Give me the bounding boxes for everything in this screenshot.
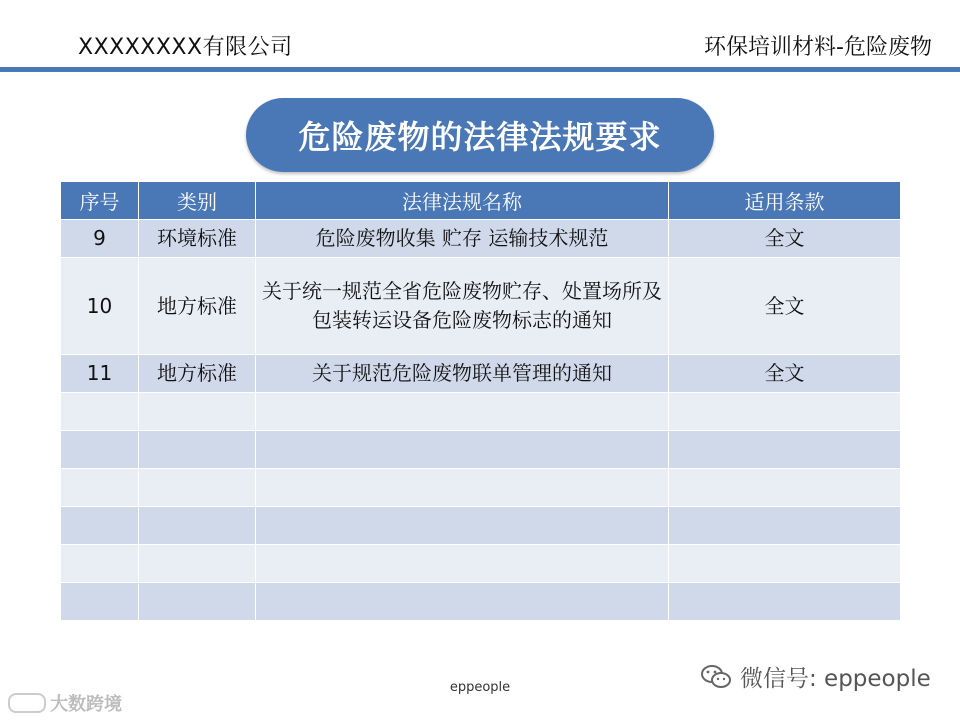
company-name: XXXXXXXX有限公司 <box>78 35 293 60</box>
table-row <box>61 545 901 583</box>
cell-applicable-clause: 全文 <box>669 220 901 258</box>
table-row <box>61 583 901 621</box>
cell-applicable-clause <box>669 393 901 431</box>
header-index: 序号 <box>61 182 139 220</box>
cell-index <box>61 583 139 621</box>
cell-index: 9 <box>61 220 139 258</box>
wechat-id-label: 微信号: eppeople <box>740 666 931 692</box>
cell-applicable-clause <box>669 583 901 621</box>
cell-index <box>61 545 139 583</box>
cell-regulation-name <box>256 393 669 431</box>
cell-index: 11 <box>61 355 139 393</box>
cell-regulation-name <box>256 431 669 469</box>
cell-applicable-clause <box>669 469 901 507</box>
cell-applicable-clause <box>669 545 901 583</box>
cell-applicable-clause <box>669 507 901 545</box>
table-row <box>61 258 901 355</box>
document-title: 环保培训材料-危险废物 <box>704 35 932 60</box>
cell-index <box>61 469 139 507</box>
cell-regulation-name: 关于规范危险废物联单管理的通知 <box>256 355 669 393</box>
table-header-row <box>61 182 901 220</box>
cell-regulation-name <box>256 469 669 507</box>
cell-regulation-name: 危险废物收集 贮存 运输技术规范 <box>256 220 669 258</box>
cell-category: 地方标准 <box>139 258 256 355</box>
header-applicable-clause: 适用条款 <box>669 182 901 220</box>
cell-index <box>61 393 139 431</box>
cell-applicable-clause <box>669 431 901 469</box>
slide-title-banner <box>246 98 714 172</box>
cell-category <box>139 545 256 583</box>
cell-regulation-name <box>256 583 669 621</box>
cell-category: 环境标准 <box>139 220 256 258</box>
cell-applicable-clause: 全文 <box>669 355 901 393</box>
cell-category <box>139 393 256 431</box>
slide-title: 危险废物的法律法规要求 <box>298 118 662 156</box>
table-row <box>61 431 901 469</box>
table-row <box>61 220 901 258</box>
cell-category: 地方标准 <box>139 355 256 393</box>
header-regulation-name: 法律法规名称 <box>256 182 669 220</box>
watermark-logo-icon <box>8 693 46 713</box>
table-row <box>61 507 901 545</box>
cell-category <box>139 469 256 507</box>
table-row <box>61 469 901 507</box>
footer-source-label: eppeople <box>449 680 511 695</box>
cell-category <box>139 507 256 545</box>
header-category: 类别 <box>139 182 256 220</box>
wechat-logo-icon <box>700 663 732 691</box>
cell-regulation-name <box>256 545 669 583</box>
regulations-table <box>60 181 901 621</box>
cell-index <box>61 507 139 545</box>
cell-category <box>139 431 256 469</box>
cell-index: 10 <box>61 258 139 355</box>
wechat-watermark <box>700 660 931 693</box>
watermark-text: 大数跨境 <box>50 694 122 715</box>
cell-applicable-clause: 全文 <box>669 258 901 355</box>
table-row <box>61 355 901 393</box>
header-divider <box>0 67 960 72</box>
corner-watermark <box>8 690 122 716</box>
cell-regulation-name: 关于统一规范全省危险废物贮存、处置场所及包装转运设备危险废物标志的通知 <box>256 258 669 355</box>
cell-category <box>139 583 256 621</box>
cell-index <box>61 431 139 469</box>
table-row <box>61 393 901 431</box>
cell-regulation-name <box>256 507 669 545</box>
